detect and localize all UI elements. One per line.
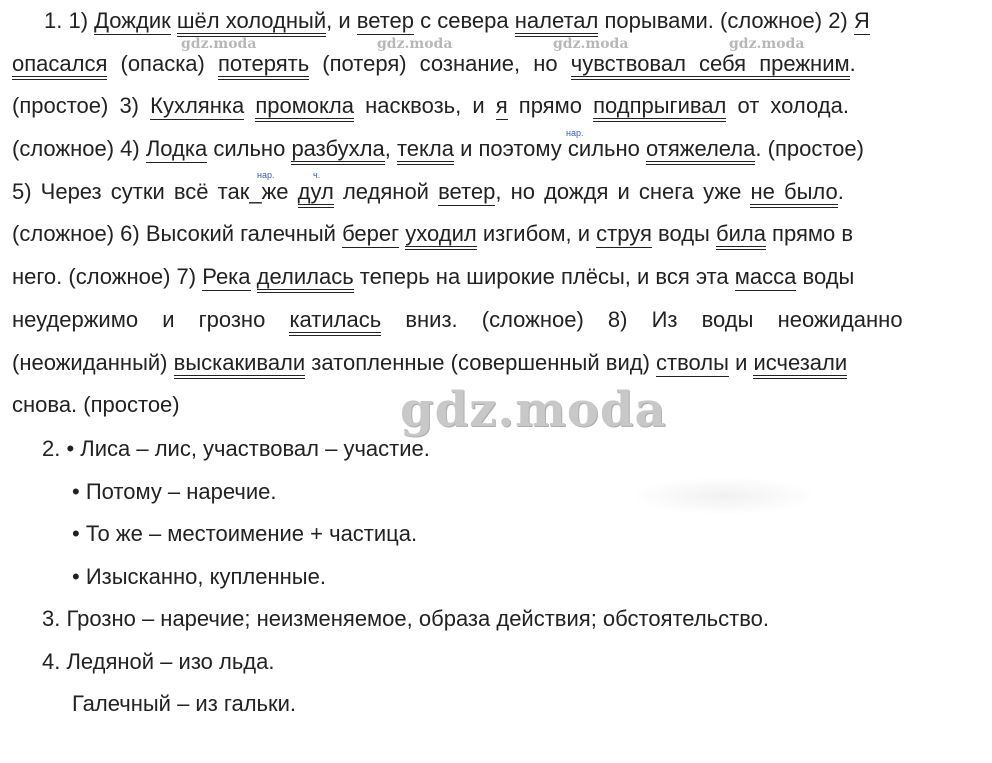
watermark-logo: gdz.moda bbox=[400, 382, 667, 438]
predicate: уходил bbox=[405, 221, 476, 250]
text-line: (неожиданный) выскакивали затопленные (совершенный вид) стволы и исчезали bbox=[12, 342, 976, 385]
annotation-nar: нар. bbox=[257, 170, 275, 180]
text-line: (сложное) 4) Лодка сильно разбухла, текла и поэтому сильно отяжелела. (простое) bbox=[12, 128, 976, 171]
subject: Дождик bbox=[94, 8, 171, 33]
task4-item: Галечный – из гальки. bbox=[72, 691, 297, 716]
blurred-watermark bbox=[636, 478, 812, 514]
text-line: него. (сложное) 7) Река делилась теперь на широкие плёсы, и вся эта масса воды bbox=[12, 256, 976, 299]
subject: ветер bbox=[356, 8, 415, 33]
predicate: дул bbox=[298, 179, 334, 208]
subject: Кухлянка bbox=[150, 93, 245, 119]
predicate: катилась bbox=[289, 307, 381, 336]
predicate: налетал bbox=[515, 8, 599, 37]
text-line: (сложное) 6) Высокий галечный берег уходил изгибом, и струя воды била прямо в bbox=[12, 213, 976, 256]
text-line: снова. (простое) bbox=[12, 392, 180, 418]
watermark-small: gdz.moda bbox=[553, 36, 629, 52]
predicate: потерять bbox=[218, 51, 309, 80]
text-line: 5) Через сутки всё так_же дул ледяной ветер, но дождя и снега уже не было. bbox=[12, 171, 976, 214]
predicate: промокла bbox=[255, 93, 354, 122]
task2-item: • Потому – наречие. bbox=[72, 479, 277, 504]
subject: масса bbox=[734, 264, 797, 290]
text-line: 1. 1) Дождик шёл холодный, и ветер с севера налетал порывами. (сложное) 2) Я bbox=[12, 0, 976, 43]
subject: Я bbox=[853, 8, 870, 33]
predicate: текла bbox=[397, 136, 454, 165]
subject: струя bbox=[596, 221, 652, 247]
task4-item: 4. Ледяной – изо льда. bbox=[42, 649, 275, 674]
subject: Лодка bbox=[145, 136, 208, 162]
predicate: опасался bbox=[12, 51, 107, 80]
subject: ветер bbox=[438, 178, 496, 204]
predicate: делилась bbox=[257, 264, 354, 293]
task2-item: 2. • Лиса – лис, участвовал – участие. bbox=[42, 436, 430, 461]
task3-item: 3. Грозно – наречие; неизменяемое, образа действия; обстоятельство. bbox=[42, 606, 769, 631]
predicate: подпрыгивал bbox=[593, 93, 726, 122]
task2-item: • То же – местоимение + частица. bbox=[72, 521, 418, 546]
predicate: выскакивали bbox=[174, 350, 306, 379]
annotation-nar: нар. bbox=[566, 128, 584, 138]
text-line: неудержимо и грозно катилась вниз. (сложное) 8) Из воды неожиданно bbox=[12, 299, 976, 342]
predicate: разбухла bbox=[291, 136, 384, 165]
subject: я bbox=[495, 93, 508, 119]
predicate: отяжелела bbox=[646, 136, 755, 165]
predicate: не было bbox=[750, 179, 837, 208]
predicate: била bbox=[716, 221, 766, 250]
subject: берег bbox=[342, 221, 400, 247]
task2-item: • Изысканно, купленные. bbox=[72, 564, 326, 589]
predicate: исчезали bbox=[753, 350, 847, 379]
watermark-small: gdz.moda bbox=[181, 36, 257, 52]
text-line: (простое) 3) Кухлянка промокла насквозь, и я прямо подпрыгивал от холода. bbox=[12, 85, 976, 128]
subject: Река bbox=[202, 264, 251, 290]
watermark-small: gdz.moda bbox=[377, 36, 453, 52]
subject: стволы bbox=[656, 349, 729, 375]
predicate: шёл холодный bbox=[177, 8, 326, 37]
task1-paragraph bbox=[12, 0, 976, 427]
predicate: чувствовал себя прежним bbox=[571, 51, 850, 80]
watermark-small: gdz.moda bbox=[729, 36, 805, 52]
annotation-ch: ч. bbox=[313, 170, 321, 180]
text-line: опасался (опаска) потерять (потеря) сознание, но чувствовал себя прежним. bbox=[12, 43, 976, 86]
